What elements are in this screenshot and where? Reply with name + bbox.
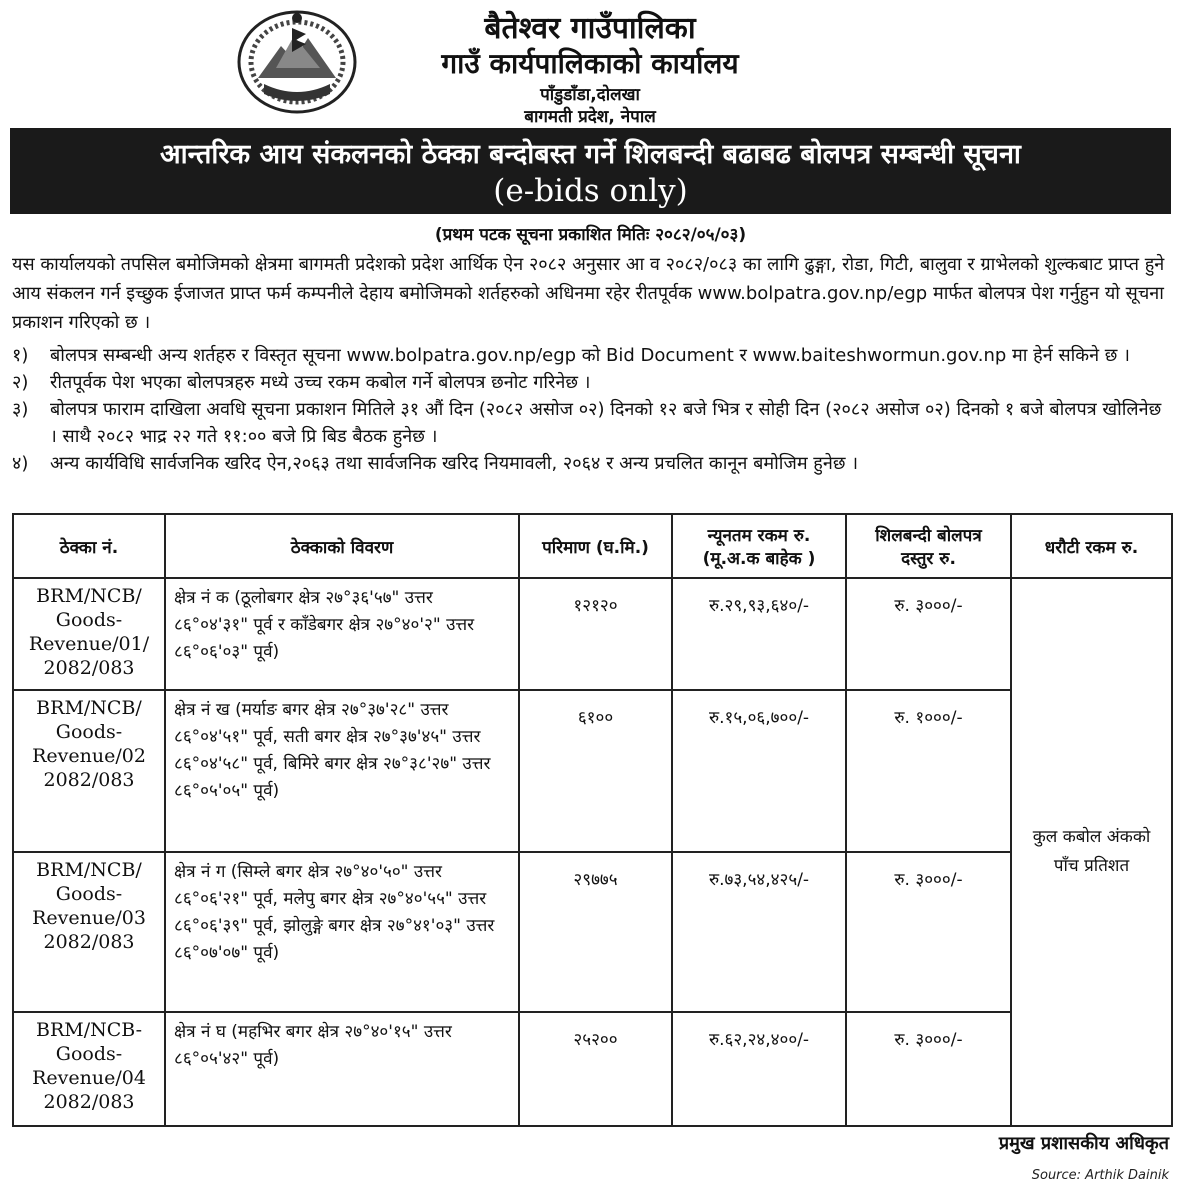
nepal-emblem-icon bbox=[236, 8, 358, 116]
term-number: १) bbox=[12, 345, 29, 366]
contract-bid-fee: रु. ३०००/- bbox=[846, 578, 1011, 690]
contract-code bbox=[13, 1012, 165, 1126]
code-line: Revenue/03 bbox=[32, 907, 146, 929]
office-location: पाँडुडाँडा,दोलखा bbox=[540, 85, 640, 105]
contract-min-amount: रु.६२,२४,४००/- bbox=[672, 1012, 846, 1126]
contract-bid-fee: रु. ३०००/- bbox=[846, 1012, 1011, 1126]
term-number: २) bbox=[12, 372, 29, 393]
notice-title: आन्तरिक आय संकलनको ठेक्का बन्दोबस्त गर्ने शिलबन्दी बढाबढ बोलपत्र सम्बन्धी सूचना bbox=[160, 139, 1021, 170]
code-line: Goods- bbox=[55, 609, 123, 631]
code-line: BRM/NCB/ bbox=[36, 697, 142, 719]
contract-description: क्षेत्र नं ख (मर्याङ बगर क्षेत्र २७°३७'२८" उत्तर ८६°०४'५१" पूर्व, सती बगर क्षेत्र २७°३७'४५" उत्तर ८६°०४'५८" पूर्व, बिमिरे बगर क्षेत्र २७°३८'२७" उत्तर ८६°०५'०५" पूर्व) bbox=[165, 690, 519, 852]
table-row bbox=[13, 690, 1172, 852]
header-bid-fee bbox=[846, 514, 1011, 578]
term-number: ४) bbox=[12, 453, 29, 474]
contract-min-amount: रु.२९,९३,६४०/- bbox=[672, 578, 846, 690]
contract-quantity: २५२०० bbox=[519, 1012, 672, 1126]
header-quantity: परिमाण (घ.मि.) bbox=[519, 514, 672, 578]
contract-min-amount: रु.७३,५४,४२५/- bbox=[672, 852, 846, 1012]
code-line: Goods- bbox=[55, 1043, 123, 1065]
signatory-title: प्रमुख प्रशासकीय अधिकृत bbox=[998, 1133, 1169, 1154]
contracts-table bbox=[12, 513, 1173, 1127]
contract-quantity: १२१२० bbox=[519, 578, 672, 690]
term-text: बोलपत्र फाराम दाखिला अवधि सूचना प्रकाशन मितिले ३१ औं दिन (२०८२ असोज ०२) दिनको १२ बजे भित्र र सोही दिन (२०८२ असोज ०२) दिनको १ बजे बोलपत्र खोलिनेछ । साथै २०८२ भाद्र २२ गते ११:०० बजे प्रि बिड बैठक हुनेछ । bbox=[50, 399, 1162, 447]
contract-code bbox=[13, 690, 165, 852]
header-min-amount-line2: (मू.अ.क बाहेक ) bbox=[702, 549, 816, 569]
code-line: 2082/083 bbox=[43, 657, 135, 679]
contract-description: क्षेत्र नं ग (सिम्ले बगर क्षेत्र २७°४०'५०" उत्तर ८६°०६'२१" पूर्व, मलेपु बगर क्षेत्र २७°४०'५५" उत्तर ८६°०६'३९" पूर्व, झोलुङ्गे बगर क्षेत्र २७°४१'०३" उत्तर ८६°०७'०७" पूर्व) bbox=[165, 852, 519, 1012]
org-name: बैतेश्वर गाउँपालिका bbox=[484, 11, 696, 46]
header-min-amount-line1: न्यूनतम रकम रु. bbox=[707, 526, 811, 546]
contract-min-amount: रु.१५,०६,७००/- bbox=[672, 690, 846, 852]
term-item bbox=[12, 450, 1172, 477]
contract-code bbox=[13, 578, 165, 690]
notice-subtitle: (e-bids only) bbox=[493, 173, 688, 209]
table-row bbox=[13, 1012, 1172, 1126]
table-row bbox=[13, 852, 1172, 1012]
source-credit: Source: Arthik Dainik bbox=[1031, 1168, 1169, 1183]
contract-quantity: २९७७५ bbox=[519, 852, 672, 1012]
code-line: Revenue/04 bbox=[32, 1067, 146, 1089]
header-min-amount bbox=[672, 514, 846, 578]
table-header-row bbox=[13, 514, 1172, 578]
code-line: Revenue/02 bbox=[32, 745, 146, 767]
term-number: ३) bbox=[12, 399, 29, 420]
term-item bbox=[12, 369, 1172, 396]
table-row bbox=[13, 578, 1172, 690]
intro-paragraph: यस कार्यालयको तपसिल बमोजिमको क्षेत्रमा बागमती प्रदेशको प्रदेश आर्थिक ऐन २०८२ अनुसार आ व २०८२/०८३ का लागि ढुङ्गा, रोडा, गिटी, बालुवा र ग्राभेलको शुल्कबाट प्राप्त हुने आय संकलन गर्न इच्छुक ईजाजत प्राप्त फर्म कम्पनीले देहाय बमोजिमको शर्तहरुको अधिनमा रहेर रीतपूर्वक www.bolpatra.gov.np/egp मार्फत बोलपत्र पेश गर्नुहुन यो सूचना प्रकाशन गरिएको छ । bbox=[12, 254, 1165, 333]
term-text: रीतपूर्वक पेश भएका बोलपत्रहरु मध्ये उच्च रकम कबोल गर्ने बोलपत्र छनोट गरिनेछ । bbox=[50, 372, 591, 393]
code-line: BRM/NCB- bbox=[35, 1019, 143, 1041]
contract-code bbox=[13, 852, 165, 1012]
office-name: गाउँ कार्यपालिकाको कार्यालय bbox=[441, 47, 739, 80]
header-deposit: धरौटी रकम रु. bbox=[1011, 514, 1172, 578]
header-bid-fee-line2: दस्तुर रु. bbox=[901, 549, 956, 569]
header-description: ठेक्काको विवरण bbox=[165, 514, 519, 578]
contract-bid-fee: रु. १०००/- bbox=[846, 690, 1011, 852]
code-line: Revenue/01/ bbox=[28, 633, 150, 655]
term-text: बोलपत्र सम्बन्धी अन्य शर्तहरु र विस्तृत सूचना www.bolpatra.gov.np/egp को Bid Document र www.baiteshwormun.gov.np मा हेर्न सकिने छ । bbox=[50, 345, 1130, 366]
term-text: अन्य कार्यविधि सार्वजनिक खरिद ऐन,२०६३ तथा सार्वजनिक खरिद नियमावली, २०६४ र अन्य प्रचलित कानून बमोजिम हुनेछ । bbox=[50, 453, 859, 474]
code-line: 2082/083 bbox=[43, 1091, 135, 1113]
contract-quantity: ६१०० bbox=[519, 690, 672, 852]
term-item bbox=[12, 342, 1172, 369]
publication-date: (प्रथम पटक सूचना प्रकाशित मितिः २०८२/०५/०३) bbox=[434, 225, 747, 245]
term-item bbox=[12, 396, 1172, 450]
contract-description: क्षेत्र नं क (ठूलोबगर क्षेत्र २७°३६'५७" उत्तर ८६°०४'३१" पूर्व र काँडेबगर क्षेत्र २७°४०'२" उत्तर ८६°०६'०३" पूर्व) bbox=[165, 578, 519, 690]
contract-bid-fee: रु. ३०००/- bbox=[846, 852, 1011, 1012]
code-line: 2082/083 bbox=[43, 769, 135, 791]
terms-list bbox=[12, 342, 1172, 477]
deposit-note: कुल कबोल अंकको पाँच प्रतिशत bbox=[1011, 578, 1172, 1126]
code-line: BRM/NCB/ bbox=[36, 859, 142, 881]
header-bid-fee-line1: शिलबन्दी बोलपत्र bbox=[875, 526, 982, 546]
office-province: बागमती प्रदेश, नेपाल bbox=[524, 107, 656, 127]
contract-description: क्षेत्र नं घ (महभिर बगर क्षेत्र २७°४०'१५" उत्तर ८६°०५'४२" पूर्व) bbox=[165, 1012, 519, 1126]
notice-banner bbox=[10, 128, 1171, 214]
code-line: 2082/083 bbox=[43, 931, 135, 953]
header-contract-no: ठेक्का नं. bbox=[13, 514, 165, 578]
code-line: Goods- bbox=[55, 883, 123, 905]
code-line: BRM/NCB/ bbox=[36, 585, 142, 607]
code-line: Goods- bbox=[55, 721, 123, 743]
